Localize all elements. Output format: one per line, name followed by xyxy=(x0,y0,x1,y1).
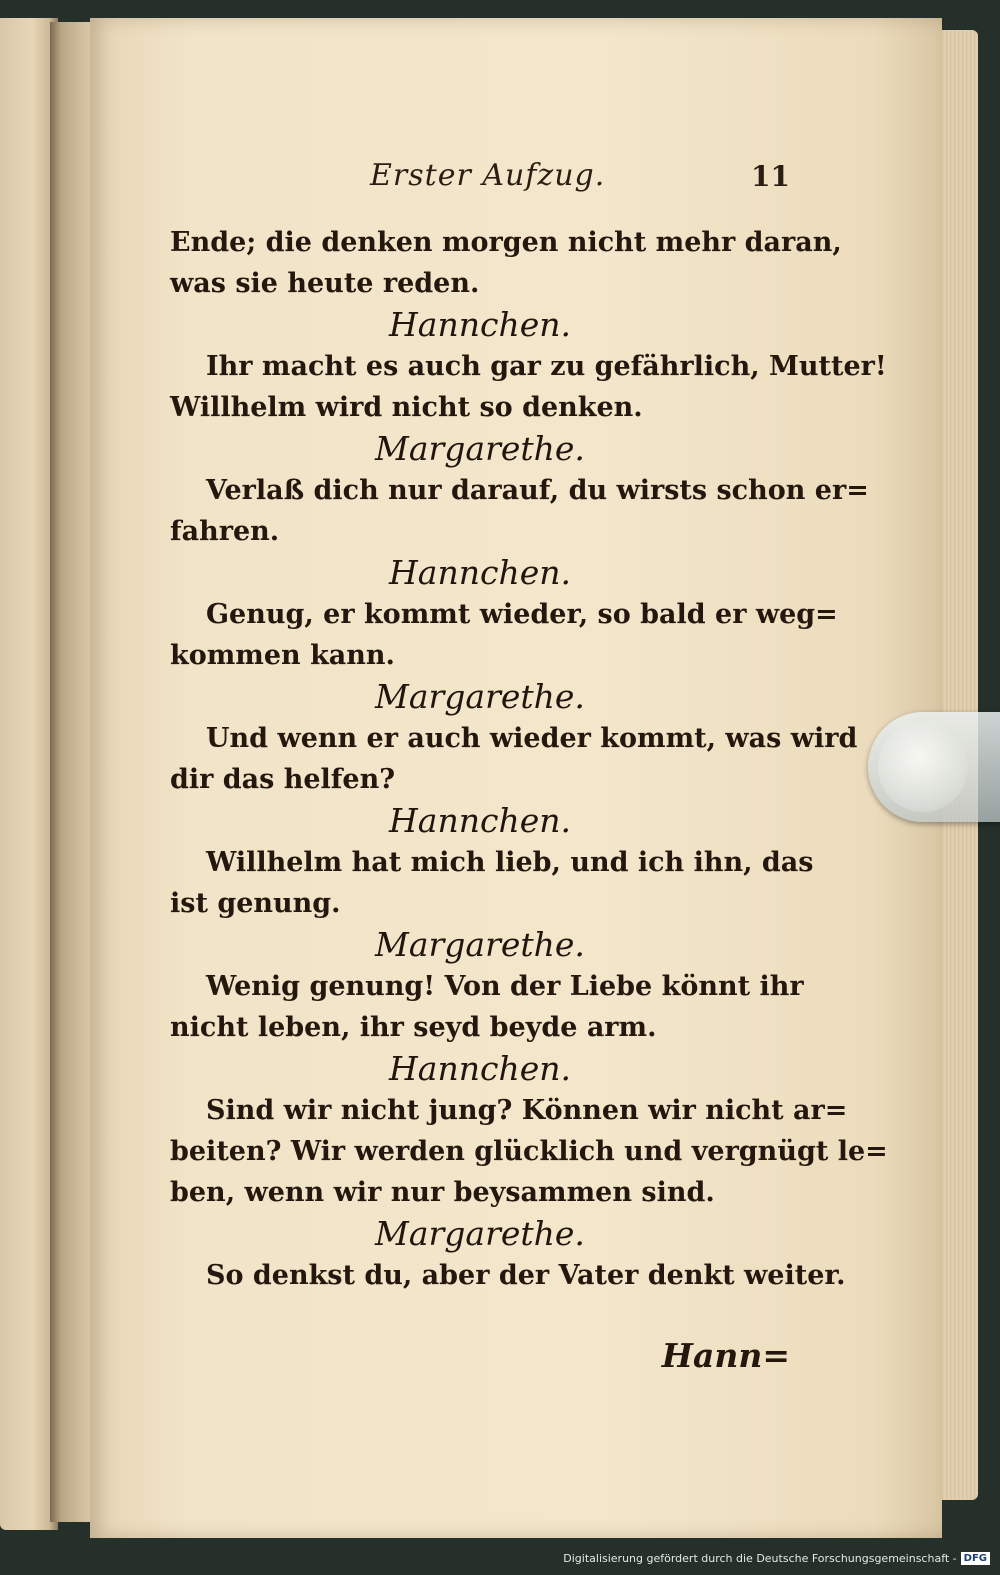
speaker-name: Hannchen. xyxy=(389,801,571,840)
page-clip xyxy=(868,712,1000,822)
speaker-name: Hannchen. xyxy=(389,305,571,344)
text-line: Und wenn er auch wieder kommt, was wird xyxy=(206,723,858,754)
text-line: So denkst du, aber der Vater denkt weiter. xyxy=(206,1260,846,1291)
text-line: dir das helfen? xyxy=(170,764,396,795)
clip-lens xyxy=(878,722,968,812)
text-line: Wenig genung! Von der Liebe könnt ihr xyxy=(206,971,804,1002)
text-line: Sind wir nicht jung? Können wir nicht ar= xyxy=(206,1095,848,1126)
text-line: Willhelm wird nicht so denken. xyxy=(170,392,643,423)
speaker-name: Hannchen. xyxy=(389,553,571,592)
text-line: ist genung. xyxy=(170,888,341,919)
text-line: beiten? Wir werden glücklich und vergnügt le= xyxy=(170,1136,888,1167)
speaker-name: Hannchen. xyxy=(389,1049,571,1088)
speaker-name: Margarethe. xyxy=(375,925,585,964)
text-line: nicht leben, ihr seyd beyde arm. xyxy=(170,1012,657,1043)
page-number: 11 xyxy=(751,160,790,193)
speaker-name: Margarethe. xyxy=(375,677,585,716)
text-line: was sie heute reden. xyxy=(170,268,480,299)
speaker-name: Margarethe. xyxy=(375,1214,585,1253)
text-line: ben, wenn wir nur beysammen sind. xyxy=(170,1177,715,1208)
text-line: Ihr macht es auch gar zu gefährlich, Mutter! xyxy=(206,351,887,382)
running-head: Erster Aufzug. xyxy=(370,158,606,193)
footer-credit: Digitalisierung gefördert durch die Deutsche Forschungsgemeinschaft - xyxy=(563,1552,957,1565)
text-line: Verlaß dich nur darauf, du wirsts schon er= xyxy=(206,475,869,506)
text-line: Genug, er kommt wieder, so bald er weg= xyxy=(206,599,838,630)
text-line: fahren. xyxy=(170,516,280,547)
text-line: Ende; die denken morgen nicht mehr daran, xyxy=(170,227,842,258)
speaker-name: Margarethe. xyxy=(375,429,585,468)
catchword: Hann= xyxy=(661,1336,790,1375)
text-line: Willhelm hat mich lieb, und ich ihn, das xyxy=(206,847,814,878)
text-line: kommen kann. xyxy=(170,640,395,671)
drama-text xyxy=(170,222,888,1296)
digitization-footer xyxy=(563,1552,990,1565)
page-header xyxy=(170,150,790,210)
book-gutter xyxy=(50,22,94,1522)
dfg-logo: DFG xyxy=(961,1552,990,1565)
